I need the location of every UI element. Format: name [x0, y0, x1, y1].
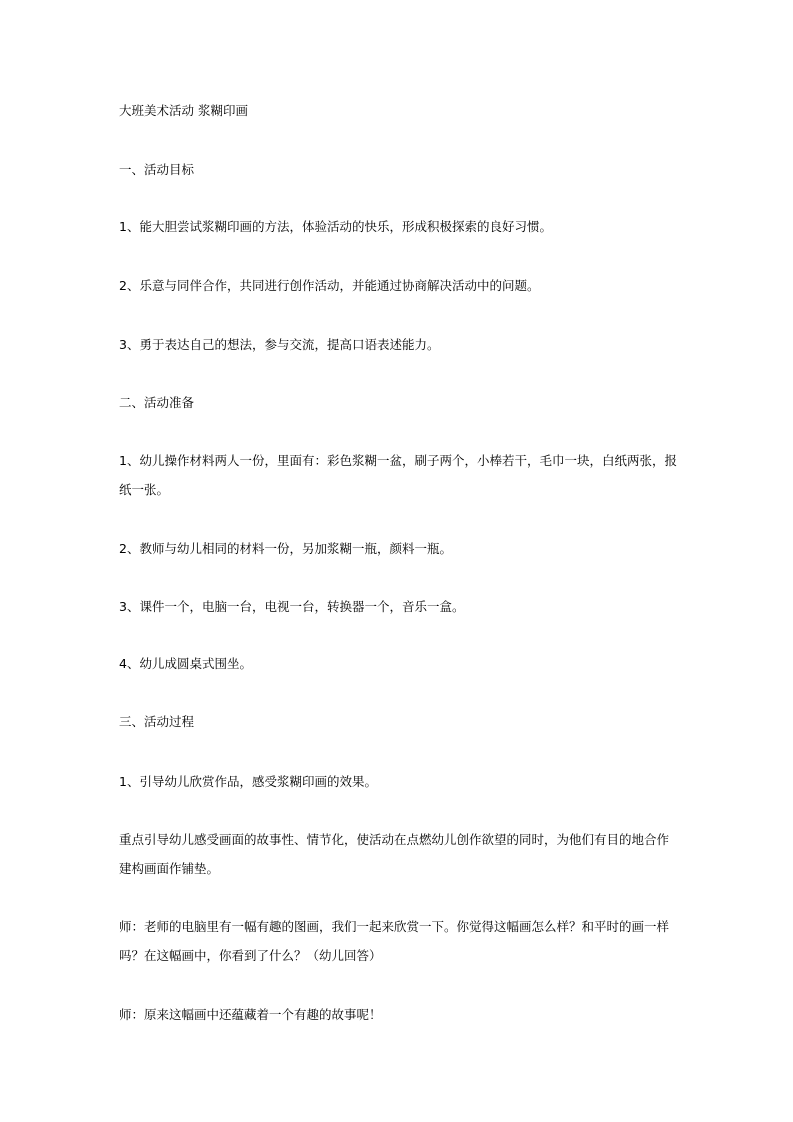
- paragraph: 3、课件一个，电脑一台，电视一台，转换器一个，音乐一盒。: [119, 599, 465, 614]
- section-heading: 三、活动过程: [119, 714, 195, 729]
- section-heading: 一、活动目标: [119, 162, 195, 177]
- section-heading: 二、活动准备: [119, 395, 195, 410]
- document-title: 大班美术活动 浆糊印画: [119, 103, 248, 118]
- paragraph: 1、引导幼儿欣赏作品，感受浆糊印画的效果。: [119, 774, 377, 789]
- paragraph: 师：原来这幅画中还蕴藏着一个有趣的故事呢！: [119, 1007, 382, 1022]
- paragraph: 3、勇于表达自己的想法，参与交流，提高口语表述能力。: [119, 337, 440, 352]
- paragraph: 4、幼儿成圆桌式围坐。: [119, 656, 252, 671]
- paragraph: 1、能大胆尝试浆糊印画的方法，体验活动的快乐，形成积极探索的良好习惯。: [119, 219, 552, 234]
- paragraph: 重点引导幼儿感受画面的故事性、情节化，使活动在点燃幼儿创作欲望的同时，为他们有目的地合作建构画面作铺垫。: [119, 832, 670, 876]
- paragraph: 1、幼儿操作材料两人一份，里面有：彩色浆糊一盆，刷子两个，小棒若干，毛巾一块，白纸两张，报纸一张。: [119, 453, 677, 497]
- paragraph: 2、乐意与同伴合作，共同进行创作活动，并能通过协商解决活动中的问题。: [119, 278, 540, 293]
- paragraph: 师：老师的电脑里有一幅有趣的图画，我们一起来欣赏一下。你觉得这幅画怎么样？和平时的画一样吗？在这幅画中，你看到了什么？（幼儿回答）: [119, 919, 670, 963]
- paragraph: 2、教师与幼儿相同的材料一份，另加浆糊一瓶，颜料一瓶。: [119, 541, 452, 556]
